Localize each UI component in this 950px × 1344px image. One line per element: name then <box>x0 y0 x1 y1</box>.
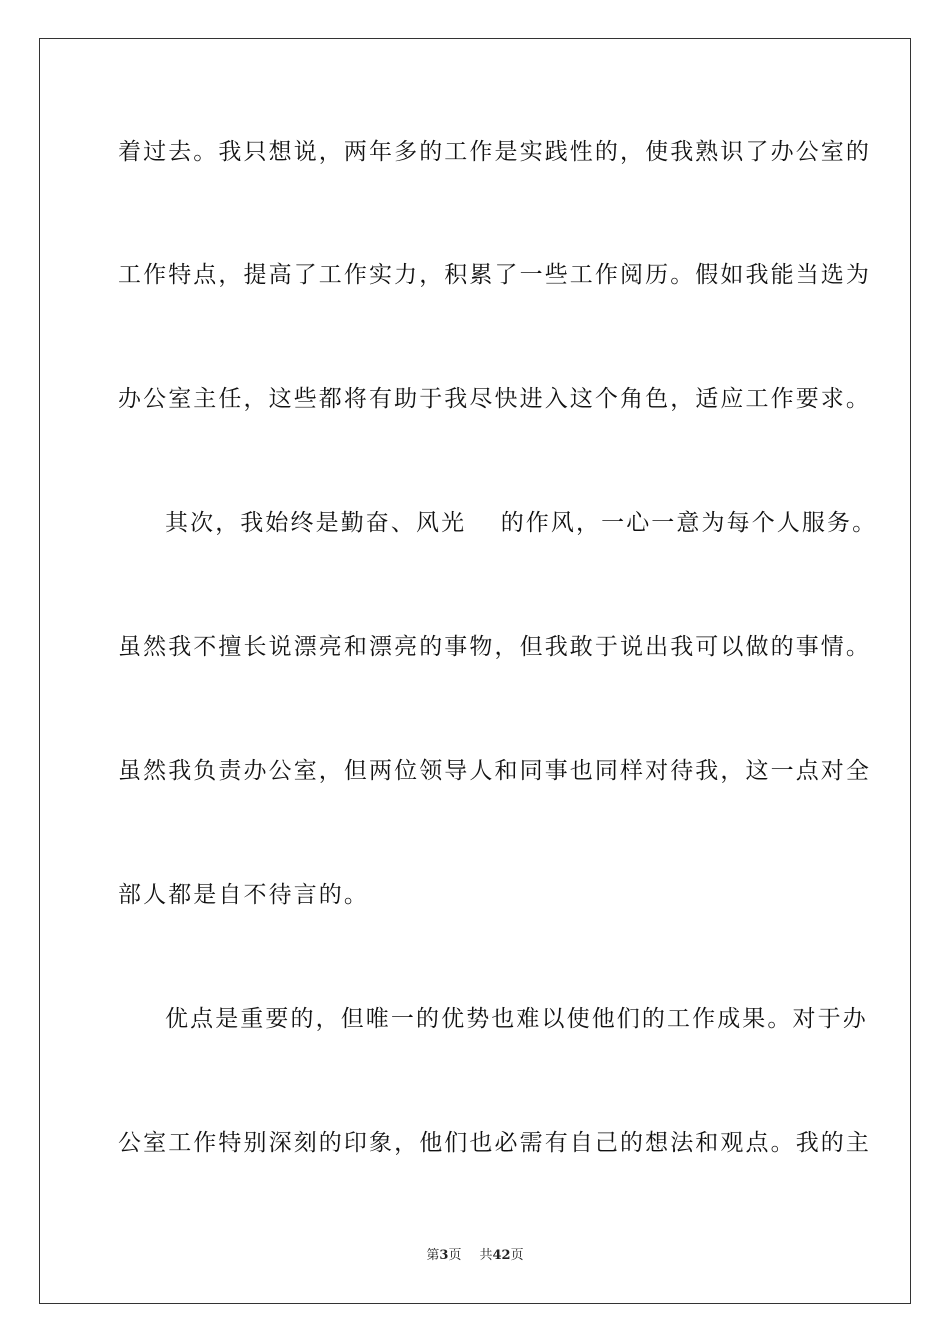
text-line: 办公室主任，这些都将有助于我尽快进入这个角色，适应工作要求。 <box>118 386 871 412</box>
paragraph-first-line: 优点是重要的，但唯一的优势也难以使他们的工作成果。对于办 <box>165 1006 868 1032</box>
text-line: 部人都是自不待言的。 <box>118 882 369 908</box>
text-line: 虽然我负责办公室，但两位领导人和同事也同样对待我，这一点对全 <box>118 758 871 784</box>
text-line: 公室工作特别深刻的印象，他们也必需有自己的想法和观点。我的主 <box>118 1130 871 1156</box>
total-pages: 42 <box>492 1248 511 1263</box>
page-footer <box>0 1247 950 1265</box>
page-number: 3 <box>439 1248 449 1263</box>
paragraph-first-line: 其次，我始终是勤奋、风光 的作风，一心一意为每个人服务。 <box>165 510 878 536</box>
text-line: 虽然我不擅长说漂亮和漂亮的事物，但我敢于说出我可以做的事情。 <box>118 634 871 660</box>
page-suffix: 页 <box>448 1248 462 1263</box>
page-border <box>39 38 911 1304</box>
text-line: 着过去。我只想说，两年多的工作是实践性的，使我熟识了办公室的 <box>118 139 871 165</box>
text-line: 工作特点，提高了工作实力，积累了一些工作阅历。假如我能当选为 <box>118 262 871 288</box>
total-suffix: 页 <box>510 1248 524 1263</box>
page-prefix: 第 <box>426 1248 440 1263</box>
total-prefix: 共 <box>479 1248 493 1263</box>
